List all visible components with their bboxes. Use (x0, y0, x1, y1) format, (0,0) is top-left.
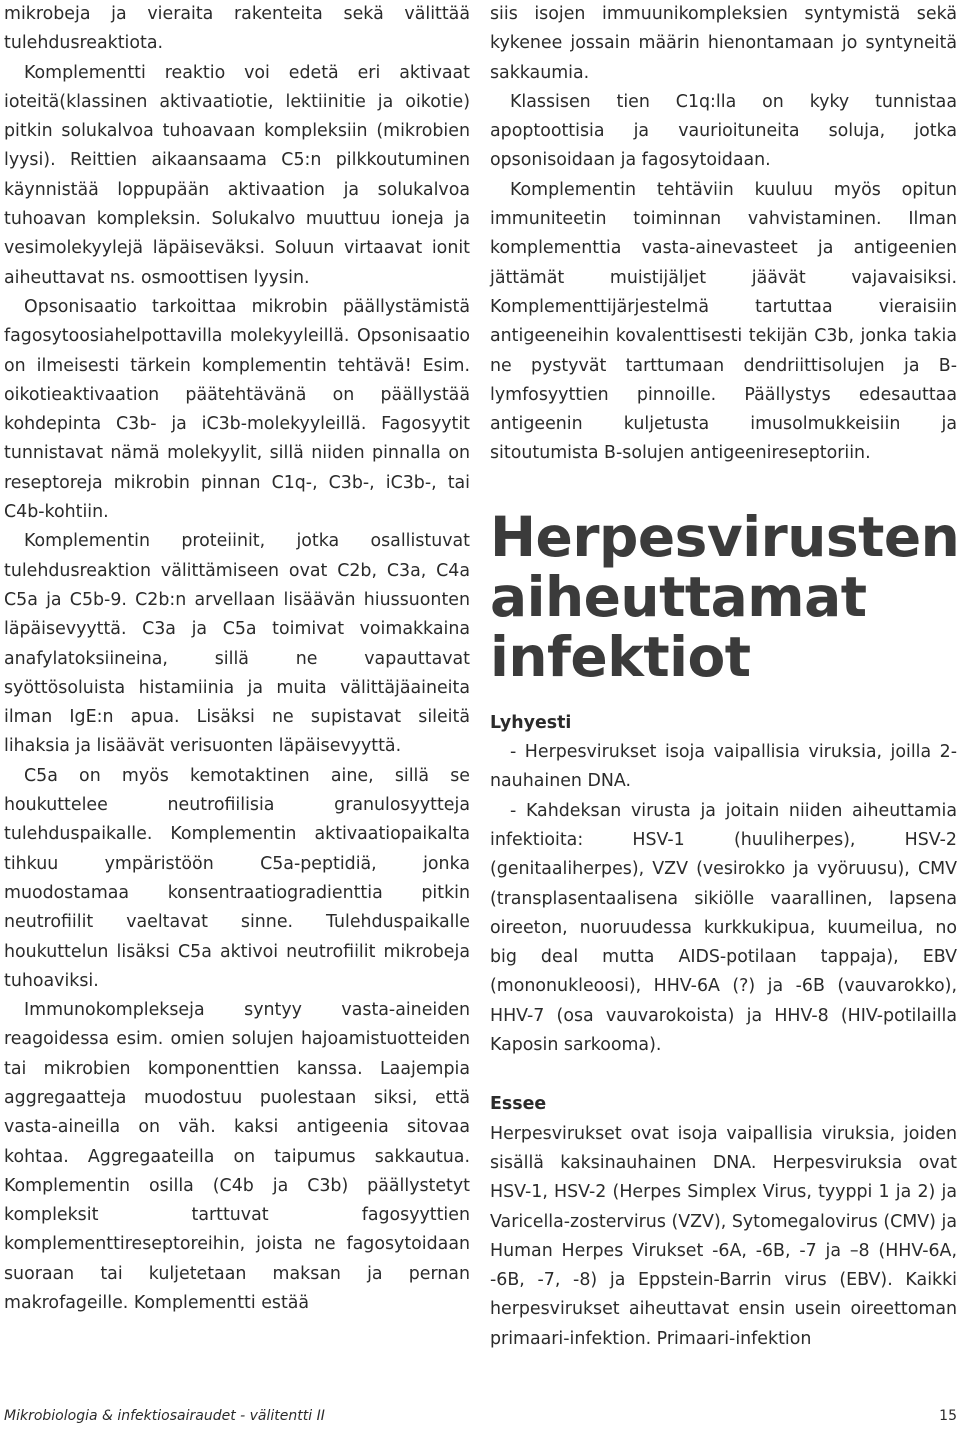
essay-paragraph: Herpesvirukset ovat isoja vaipallisia viruksia, joiden sisällä kaksinauhainen DNA. Herpesviruksia ovat HSV-1, HSV-2 (Herpes Simplex Virus, tyyppi 1 ja 2) ja Varicella-zostervirus (VZV), Sytomegalovirus (CMV) ja Human Herpes Virukset -6A, -6B, -7 ja –8 (HHV-6A, -6B, -7, -8) ja Eppstein-Barrin virus (EBV). Kaikki herpesvirukset aiheuttavat ensin usein oireettoman primaari-infektion. Primaari-infektion (490, 1123, 957, 1349)
right-column (490, 0, 960, 1354)
spacer (490, 1060, 957, 1090)
paragraph: Klassisen tien C1q:lla on kyky tunnistaa apoptoottisia ja vaurioituneita soluja, jotka opsonisoidaan ja fagosytoidaan. (490, 91, 957, 171)
footer-title: Mikrobiologia & infektiosairaudet - välitentti II (4, 1408, 325, 1424)
summary-item: - Herpesvirukset isoja vaipallisia viruksia, joilla 2-nauhainen DNA. (490, 742, 957, 792)
summary-item: - Kahdeksan virusta ja joitain niiden aiheuttamia infektioita: HSV-1 (huuliherpes), HSV-2 (genitaaliherpes), VZV (vesirokko ja vyöruusu), CMV (transplasentaalisena sikiölle vaarallinen, lapsena oireeton, nuoruudessa kurkkukipua, kuumeilua, no big deal mutta AIDS-potilaan tappaja), EBV (mononukleoosi), HHV-6A (?) ja -6B (vauvarokko), HHV-7 (osa vauvarokoista) ja HHV-8 (HIV-potilailla Kaposin sarkooma). (490, 800, 957, 1056)
paragraph: siis isojen immuunikompleksien syntymistä sekä kykenee jossain määrin hienontamaan jo syntyneitä sakkaumia. (490, 4, 957, 83)
paragraph: Komplementin tehtäviin kuuluu myös opitun immuniteetin toiminnan vahvistaminen. Ilman komplementtia vasta-ainevasteet ja antigeenien jättämät muistijäljet jäävät vajavaisiksi. Komplementtijärjestelmä tartuttaa vieraisiin antigeeneihin kovalenttisesti tekijän C3b, jonka takia ne pystyvät tarttumaan dendriittisolujen ja B-lymfosyyttien pinnoille. Päällystys edesauttaa antigeenin kuljetusta imusolmukkeisiin ja sitoutumista B-solujen antigeenireseptoriin. (490, 179, 957, 464)
paragraph: Opsonisaatio tarkoittaa mikrobin päällystämistä fagosytoosiahelpottavilla molekyyleillä. Opsonisaatio on ilmeisesti tärkein komplementin tehtävä! Esim. oikotieaktivaation päätehtävänä on päällystää kohdepinta C3b- ja iC3b-molekyyleillä. Fagosyytit tunnistavat nämä molekyylit, sillä niiden pinnalla on reseptoreja mikrobin pinnan C1q-, C3b-, iC3b-, tai C4b-kohtiin. (4, 296, 470, 523)
page-number: 15 (939, 1408, 957, 1424)
paragraph: C5a on myös kemotaktinen aine, sillä se houkuttelee neutrofiilisia granulosyytteja tulehduspaikalle. Komplementin aktivaatiopaikalta tihkuu ympäristöön C5a-peptidiä, jonka muodostamaa konsentraatiogradienttia pitkin neutrofiilit vaeltavat sinne. Tulehduspaikalle houkuttelun lisäksi C5a aktivoi neutrofiilit mikrobeja tuhoaviksi. (4, 765, 470, 991)
paragraph: Immunokompleksejа syntyy vasta-aineiden reagoidessa esim. omien solujen hajoamistuotteiden tai mikrobien komponenttien kanssa. Laajempia aggregaatteja muodostuu puolestaan siksi, että vasta-aineilla on väh. kaksi antigeenia sitovaa kohtaa. Aggregaateilla on taipumus sakkautua. Komplementin osilla (C4b ja C3b) päällystetyt kompleksit tarttuvat fagosyyttien komplementtireseptoreihin, joista ne fagosytoidaan suoraan tai kuljetetaan maksan ja pernan makrofageille. Komplementti estää (4, 1000, 470, 1314)
section-heading: Herpesvirusten aiheuttamat infektiot (490, 504, 960, 689)
summary-label: Lyhyesti (490, 712, 572, 733)
paragraph: mikrobeja ja vieraita rakenteita sekä välittää tulehdusreaktiota. (4, 4, 470, 54)
left-column (4, 0, 470, 1318)
page-footer (4, 1406, 957, 1426)
paragraph: Komplementin proteiinit, jotka osallistuvat tulehdusreaktion välittämiseen ovat C2b, C3a, C4a C5a ja C5b-9. C2b:n arvellaan lisäävän hiussuonten läpäisevyyttä. C3a ja C5a toimivat voimakkaina anafylatoksiineina, sillä ne vapauttavat syöttösoluista histamiinia ja muita välittäjäaineita ilman IgE:n apua. Lisäksi ne supistavat sileitä lihaksia ja lisäävät verisuonten läpäisevyyttä. (4, 531, 470, 757)
essay-label: Essee (490, 1094, 547, 1115)
paragraph: Komplementti reaktio voi edetä eri aktivaat ioteitä(klassinen aktivaatiotie, lektiinitie ja oikotie) pitkin solukalvoa tuhoavaan kompleksiin (mikrobien lyysi). Reittien aikaansaama C5:n pilkkoutuminen käynnistää loppupään aktivaation ja solukalvoa tuhoavan kompleksin. Solukalvo muuttuu ioneja ja vesimolekyylejä läpäiseväksi. Soluun virtaavat ionit aiheuttavat ns. osmoottisen lyysin. (4, 62, 470, 288)
